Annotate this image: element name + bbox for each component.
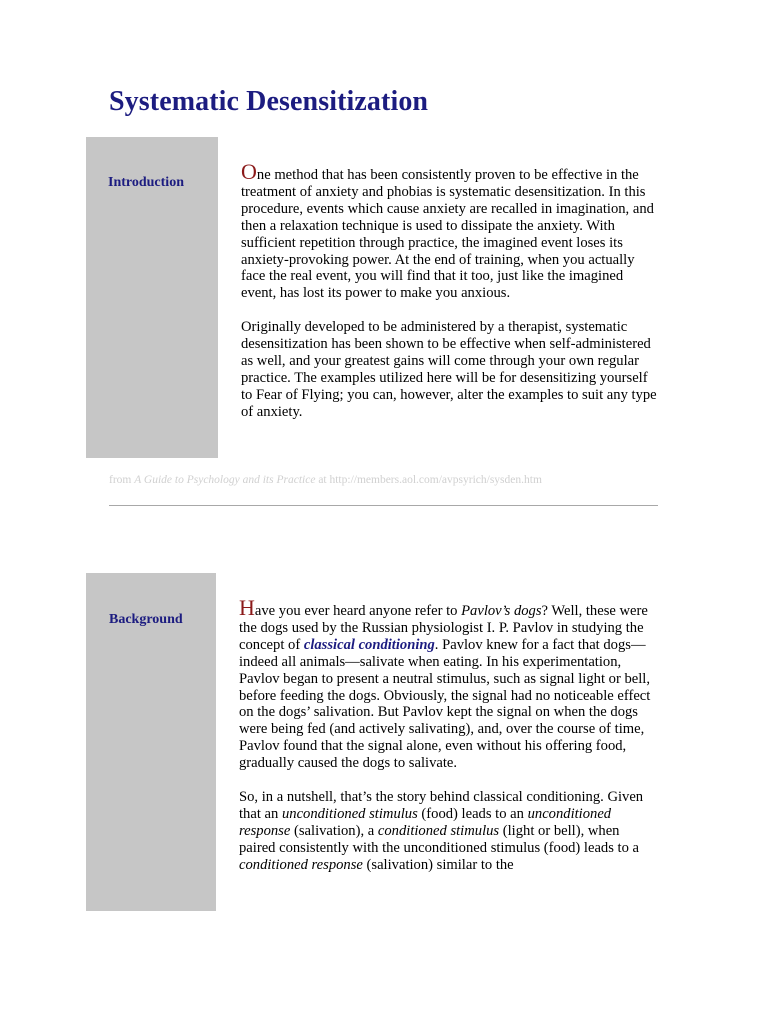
page-title: Systematic Desensitization [109, 86, 429, 117]
term-unconditioned-stimulus: unconditioned stimulus [281, 805, 418, 822]
intro-body [241, 159, 659, 421]
background-sidebar [86, 573, 216, 911]
background-body [239, 595, 651, 873]
classical-conditioning-link[interactable]: classical conditioning [303, 636, 435, 653]
background-paragraph-2: So, in a nutshell, that’s the story behind classical conditioning. Given that an unconditioned stimulus (food) leads to an unconditioned response (salivation), a conditioned stimulus (light or bell), when paired consistently with the unconditioned stimulus (food) leads to a conditioned response (salivation) similar to the [239, 788, 644, 873]
source-citation: from A Guide to Psychology and its Practice at http://members.aol.com/avpsyrich/sysden.htm [109, 474, 542, 486]
background-paragraph-1: Have you ever heard anyone refer to Pavlov’s dogs? Well, these were the dogs used by the Russian physiologist I. P. Pavlov in studying the concept of classical conditioning. Pavlov knew for a fact that dogs—indeed all animals—salivate when eating. In his experimentation, Pavlov began to present a neutral stimulus, such as signal light or bell, before feeding the dogs. Obviously, the signal had no noticeable effect on the dogs’ salivation. But Pavlov kept the signal on when the dogs were being fed (and actively salivating), and, over the course of time, Pavlov found that the signal alone, even without his offering food, gradually caused the dogs to salivate. [239, 595, 651, 772]
term-conditioned-stimulus: conditioned stimulus [377, 822, 500, 839]
intro-paragraph-1: One method that has been consistently proven to be effective in the treatment of anxiety and phobias is systematic desensitization. In this procedure, events which cause anxiety are recalled in imagination, and then a relaxation technique is used to dissipate the anxiety. With sufficient repetition through practice, the imagined event loses its anxiety-provoking power. At the end of training, when you actually face the real event, you will find that it too, just like the imagined event, has lost its power to make you anxious. [241, 159, 654, 302]
intro-section-label: Introduction [108, 175, 184, 190]
section-divider [109, 505, 658, 506]
source-book-title: A Guide to Psychology and its Practice [134, 474, 316, 486]
term-unconditioned-response: unconditioned response [239, 805, 612, 839]
background-section-label: Background [109, 612, 183, 627]
term-conditioned-response: conditioned response [239, 856, 363, 873]
intro-paragraph-2: Originally developed to be administered by a therapist, systematic desensitization has been shown to be effective when self-administered as well, and your greatest gains will come through your own regular practice. The examples utilized here will be for desensitizing yourself to Fear of Flying; you can, however, alter the examples to suit any type of anxiety. [241, 319, 657, 420]
intro-sidebar [86, 137, 218, 458]
pavlovs-dogs-term: Pavlov’s dogs [461, 603, 542, 619]
dropcap: O [241, 159, 257, 184]
dropcap: H [239, 595, 255, 620]
